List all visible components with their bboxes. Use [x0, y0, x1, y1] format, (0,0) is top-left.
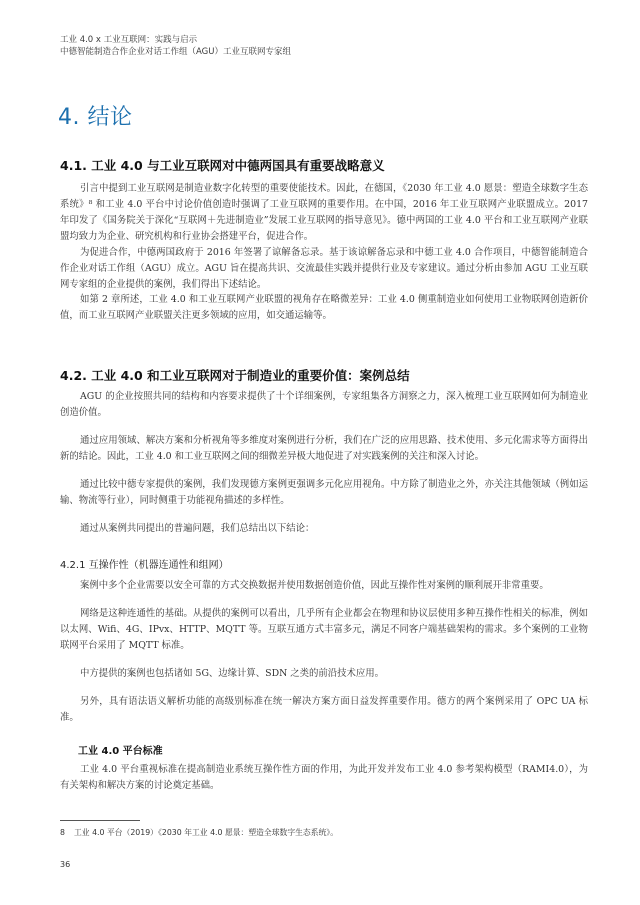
chapter-title: 4. 结论 [58, 105, 133, 130]
paragraph: 通过应用领域、解决方案和分析视角等多维度对案例进行分析，我们在广泛的应用思路、技术使用、多元化需求等方面得出新的结论。因此，工业 4.0 和工业互联网之间的细微差异极大地促进了对实践案例的关注和深入讨论。 [60, 435, 588, 462]
paragraph: 中方提供的案例也包括诸如 5G、边缘计算、SDN 之类的前沿技术应用。 [80, 668, 385, 679]
paragraph: 引言中提到工业互联网是制造业数字化转型的重要使能技术。因此，在德国，《2030 年工业 4.0 愿景：塑造全球数字生态系统》⁸ 和工业 4.0 平台中讨论价值创造时强调了工业互联网的重要作用。在中国，2016 年工业互联网产业联盟成立。2017 年印发了《国务院关于深化“互联网＋先进制造业”发展工业互联网的指导意见》。德中两国的工业 4.0 平台和工业互联网产业联盟均致力为企业、研究机构和行业协会搭建平台，促进合作。 [60, 183, 588, 242]
header-line-2: 中德智能制造合作企业对话工作组（AGU）工业互联网专家组 [60, 47, 291, 57]
paragraph: 为促进合作，中德两国政府于 2016 年签署了谅解备忘录。基于该谅解备忘录和中德工业 4.0 合作项目，中德智能制造合作企业对话工作组（AGU）成立。AGU 旨在提高共识、交流最佳实践并提供行业及专家建议。通过分析由参加 AGU 工业互联网专家组的企业提供的案例，我们得出下述结论。 [60, 247, 588, 290]
page-number: 36 [60, 860, 71, 869]
running-header [60, 34, 291, 58]
subsection-heading-4-2-1: 4.2.1 互操作性（机器连通性和组网） [60, 560, 229, 571]
footnote-number: 8 [60, 828, 65, 837]
paragraph: 网络是这种连通性的基础。从提供的案例可以看出，几乎所有企业都会在物理和协议层使用多种互操作性相关的标准，例如以太网、Wifi、4G、IPvx、HTTP、MQTT 等。互联互通方式丰富多元，满足不同客户端基础架构的需求。多个案例的工业物联网平台采用了 MQTT 标准。 [60, 608, 588, 651]
section-heading-4-1: 4.1. 工业 4.0 与工业互联网对中德两国具有重要战略意义 [60, 158, 385, 173]
paragraph: 通过比较中德专家提供的案例，我们发现德方案例更强调多元化应用视角。中方除了制造业之外，亦关注其他领域（例如运输、物流等行业），同时侧重于功能视角描述的多样性。 [60, 479, 588, 506]
footnote [60, 827, 338, 838]
paragraph: 案例中多个企业需要以安全可靠的方式交换数据并使用数据创造价值，因此互操作性对案例的顺利展开非常重要。 [80, 580, 549, 591]
paragraph: 如第 2 章所述，工业 4.0 和工业互联网产业联盟的视角存在略微差异：工业 4.0 侧重制造业如何使用工业物联网创造新价值，而工业互联网产业联盟关注更多领域的应用，如交通运输等。 [60, 294, 588, 321]
section-heading-4-2: 4.2. 工业 4.0 和工业互联网对于制造业的重要价值：案例总结 [60, 368, 410, 383]
header-line-1: 工业 4.0 x 工业互联网：实践与启示 [60, 35, 198, 45]
paragraph: 通过从案例共同提出的普遍问题，我们总结出以下结论： [80, 523, 315, 534]
platform-standard-heading: 工业 4.0 平台标准 [78, 746, 163, 757]
paragraph: AGU 的企业按照共同的结构和内容要求提供了十个详细案例，专家组集各方洞察之力，深入梳理工业互联网如何为制造业创造价值。 [60, 391, 588, 418]
paragraph: 工业 4.0 平台重视标准在提高制造业系统互操作性方面的作用，为此开发并发布工业 4.0 参考架构模型（RAMI4.0），为有关架构和解决方案的讨论奠定基础。 [60, 764, 588, 791]
footnote-divider [60, 820, 140, 821]
paragraph: 另外，具有语法语义解析功能的高级别标准在统一解决方案方面日益发挥重要作用。德方的两个案例采用了 OPC UA 标准。 [60, 696, 588, 723]
footnote-text: 工业 4.0 平台（2019）《2030 年工业 4.0 愿景：塑造全球数字生态系统》。 [74, 828, 338, 837]
